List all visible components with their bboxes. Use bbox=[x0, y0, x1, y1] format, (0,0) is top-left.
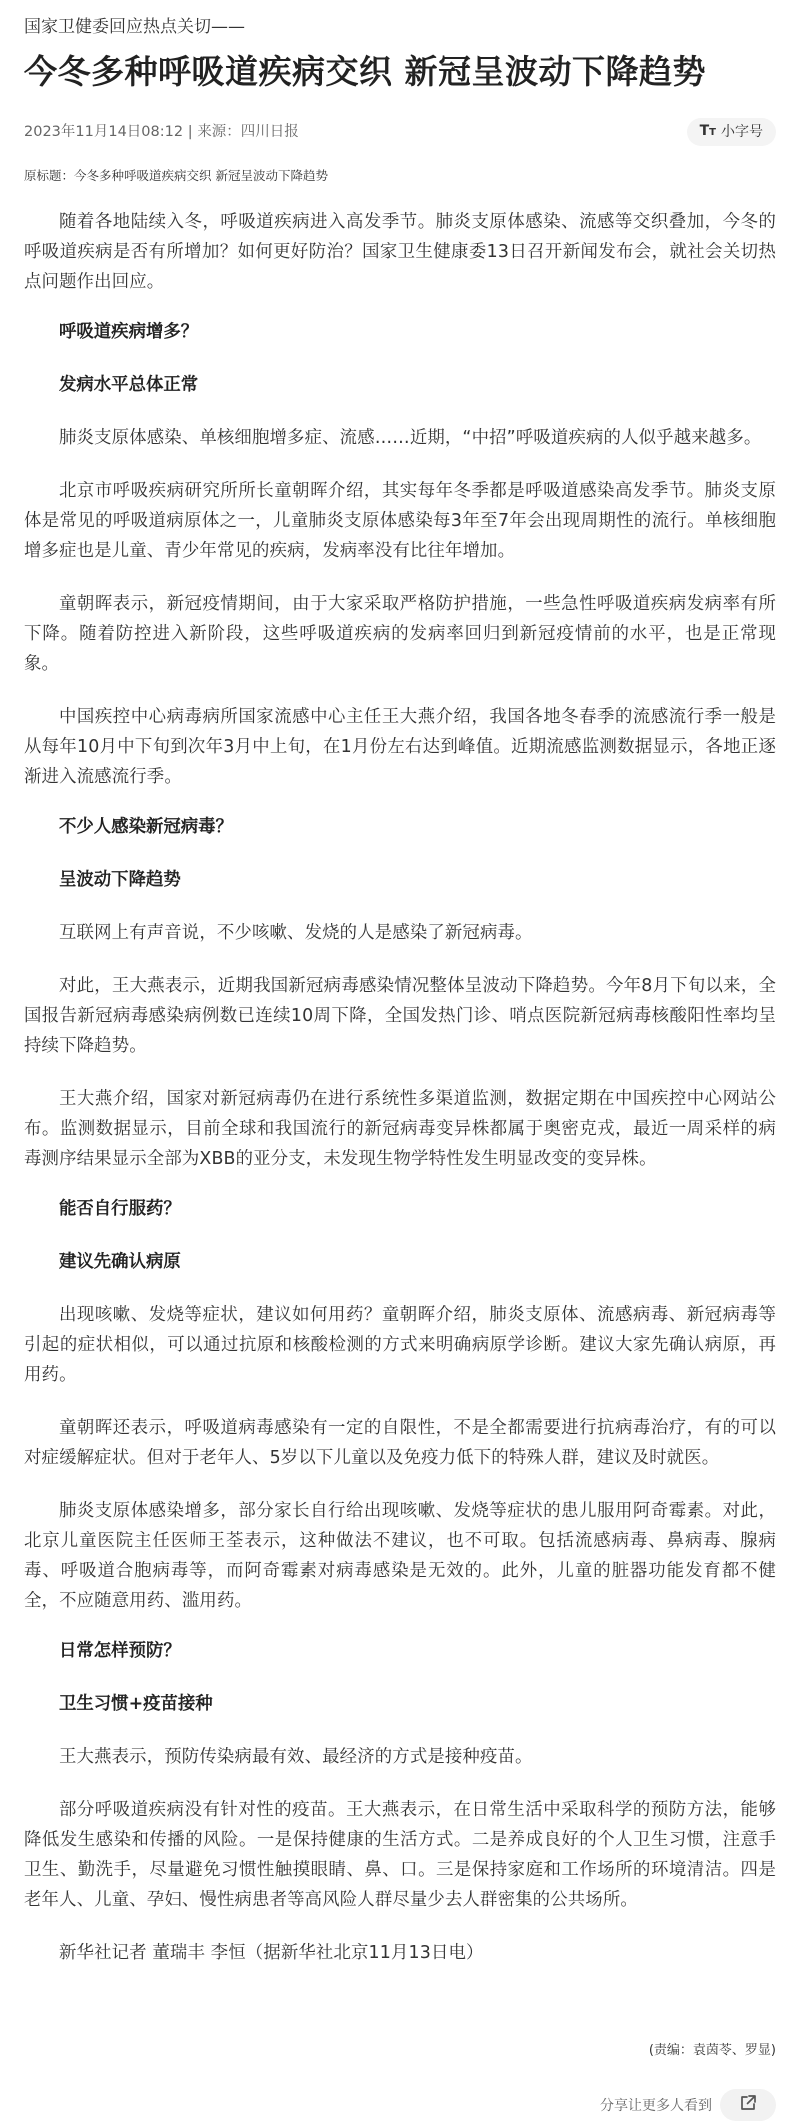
share-text: 分享让更多人看到 bbox=[600, 2098, 712, 2114]
paragraph: 肺炎支原体感染增多，部分家长自行给出现咳嗽、发烧等症状的患儿服用阿奇霉素。对此，北京儿童医院主任医师王荃表示，这种做法不建议，也不可取。包括流感病毒、鼻病毒、腺病毒、呼吸道合胞病毒等，而阿奇霉素对病毒感染是无效的。此外，儿童的脏器功能发育都不健全，不应随意用药、滥用药。 bbox=[24, 1501, 776, 1611]
article-body bbox=[24, 207, 776, 1968]
section-heading: 日常怎样预防？ bbox=[59, 1641, 181, 1661]
paragraph: 随着各地陆续入冬，呼吸道疾病进入高发季节。肺炎支原体感染、流感等交织叠加，今冬的呼吸道疾病是否有所增加？如何更好防治？国家卫生健康委13日召开新闻发布会，就社会关切热点问题作出回应。 bbox=[24, 212, 776, 292]
article-title: 今冬多种呼吸道疾病交织 新冠呈波动下降趋势 bbox=[24, 52, 706, 91]
font-size-icon: TT bbox=[699, 123, 716, 139]
share-row bbox=[600, 2088, 776, 2122]
share-icon bbox=[739, 2094, 757, 2116]
original-title: 原标题：今冬多种呼吸道疾病交织 新冠呈波动下降趋势 bbox=[24, 168, 328, 183]
paragraph: 部分呼吸道疾病没有针对性的疫苗。王大燕表示，在日常生活中采取科学的预防方法，能够降低发生感染和传播的风险。一是保持健康的生活方式。二是养成良好的个人卫生习惯，注意手卫生、勤洗手，尽量避免习惯性触摸眼睛、鼻、口。三是保持家庭和工作场所的环境清洁。四是老年人、儿童、孕妇、慢性病患者等高风险人群尽量少去人群密集的公共场所。 bbox=[24, 1800, 776, 1910]
paragraph: 王大燕介绍，国家对新冠病毒仍在进行系统性多渠道监测，数据定期在中国疾控中心网站公布。监测数据显示，目前全球和我国流行的新冠病毒变异株都属于奥密克戎，最近一周采样的病毒测序结果显示全部为XBB的亚分支，未发现生物学特性发生明显改变的变异株。 bbox=[24, 1089, 776, 1169]
section-subheading: 卫生习惯+疫苗接种 bbox=[59, 1694, 213, 1714]
font-size-button[interactable] bbox=[687, 118, 776, 146]
editors-credit: (责编：袁茵苓、罗显) bbox=[648, 2043, 776, 2058]
section-heading: 呼吸道疾病增多？ bbox=[59, 322, 199, 342]
paragraph: 肺炎支原体感染、单核细胞增多症、流感……近期，“中招”呼吸道疾病的人似乎越来越多。 bbox=[59, 428, 762, 448]
share-button[interactable] bbox=[720, 2089, 776, 2121]
paragraph: 对此，王大燕表示，近期我国新冠病毒感染情况整体呈波动下降趋势。今年8月下旬以来，全国报告新冠病毒感染病例数已连续10周下降，全国发热门诊、哨点医院新冠病毒核酸阳性率均呈持续下降趋势。 bbox=[24, 976, 776, 1056]
section-heading: 能否自行服药？ bbox=[59, 1199, 181, 1219]
paragraph: 中国疾控中心病毒病所国家流感中心主任王大燕介绍，我国各地冬春季的流感流行季一般是从每年10月中下旬到次年3月中上旬，在1月份左右达到峰值。近期流感监测数据显示，各地正逐渐进入流感流行季。 bbox=[24, 707, 776, 787]
article-meta-row bbox=[24, 118, 776, 146]
font-size-label: 小字号 bbox=[721, 124, 763, 140]
section-subheading: 呈波动下降趋势 bbox=[59, 870, 181, 890]
paragraph: 出现咳嗽、发烧等症状，建议如何用药？童朝晖介绍，肺炎支原体、流感病毒、新冠病毒等引起的症状相似，可以通过抗原和核酸检测的方式来明确病原学诊断。建议大家先确认病原，再用药。 bbox=[24, 1305, 776, 1385]
section-subheading: 建议先确认病原 bbox=[59, 1252, 181, 1272]
paragraph: 童朝晖表示，新冠疫情期间，由于大家采取严格防护措施，一些急性呼吸道疾病发病率有所下降。随着防控进入新阶段，这些呼吸道疾病的发病率回归到新冠疫情前的水平，也是正常现象。 bbox=[24, 594, 776, 674]
paragraph: 王大燕表示，预防传染病最有效、最经济的方式是接种疫苗。 bbox=[59, 1747, 533, 1767]
paragraph: 北京市呼吸疾病研究所所长童朝晖介绍，其实每年冬季都是呼吸道感染高发季节。肺炎支原体是常见的呼吸道病原体之一，儿童肺炎支原体感染每3年至7年会出现周期性的流行。单核细胞增多症也是儿童、青少年常见的疾病，发病率没有比往年增加。 bbox=[24, 481, 776, 561]
article-kicker: 国家卫健委回应热点关切—— bbox=[24, 17, 245, 37]
paragraph: 互联网上有声音说，不少咳嗽、发烧的人是感染了新冠病毒。 bbox=[59, 923, 533, 943]
byline: 新华社记者 董瑞丰 李恒（据新华社北京11月13日电） bbox=[59, 1943, 484, 1963]
section-subheading: 发病水平总体正常 bbox=[59, 375, 199, 395]
paragraph: 童朝晖还表示，呼吸道病毒感染有一定的自限性，不是全都需要进行抗病毒治疗，有的可以对症缓解症状。但对于老年人、5岁以下儿童以及免疫力低下的特殊人群，建议及时就医。 bbox=[24, 1418, 776, 1468]
section-heading: 不少人感染新冠病毒？ bbox=[59, 817, 233, 837]
article-meta: 2023年11月14日08:12 | 来源：四川日报 bbox=[24, 124, 299, 140]
